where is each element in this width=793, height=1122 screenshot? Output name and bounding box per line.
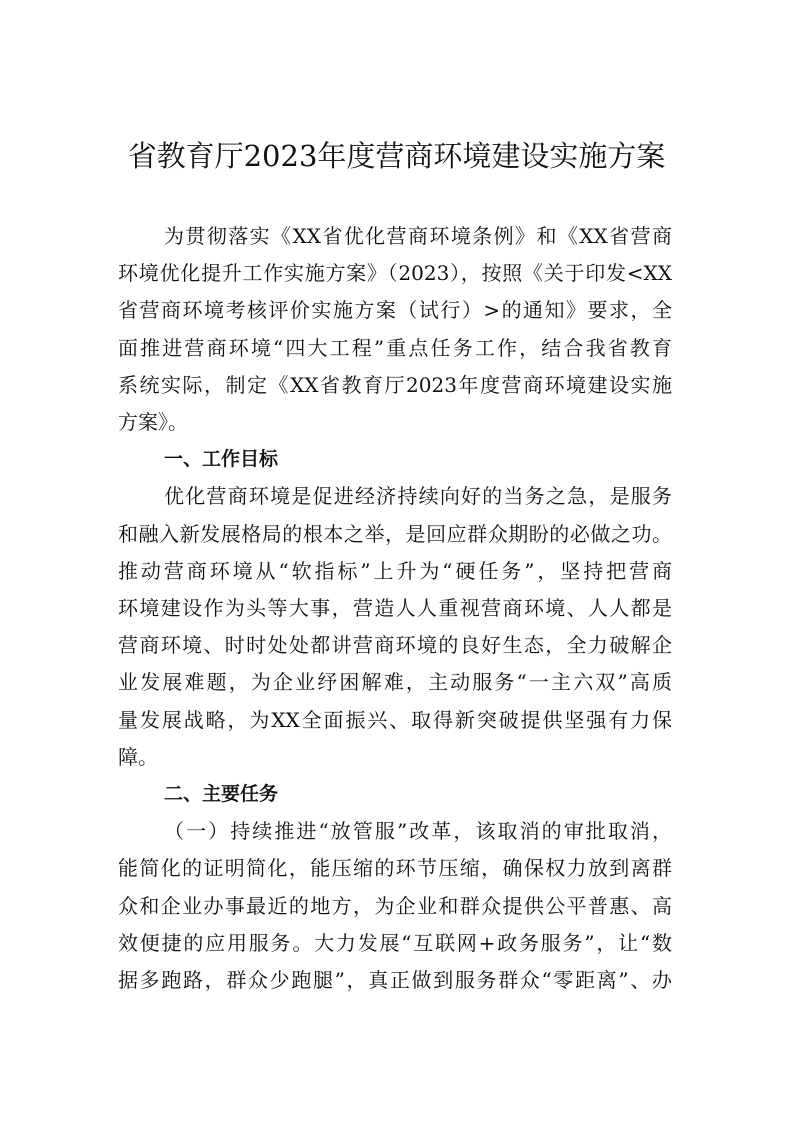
paragraph-line: 系统实际，制定《XX省教育厅2023年度营商环境建设实施 (118, 373, 672, 397)
paragraph-line: 营商环境、时时处处都讲营商环境的良好生态，全力破解企 (118, 633, 672, 657)
section-heading: 一、工作目标 (164, 448, 279, 470)
paragraph-line: 方案》。 (118, 410, 188, 434)
paragraph-line: 据多跑路，群众少跑腿”，真正做到服务群众“零距离”、办 (118, 968, 672, 992)
paragraph-line: 省营商环境考核评价实施方案（试行）>的通知》要求，全 (118, 298, 672, 322)
paragraph-line: 推动营商环境从“软指标”上升为“硬任务”，坚持把营商 (118, 559, 672, 583)
paragraph-line: （一）持续推进“放管服”改革，该取消的审批取消， (164, 819, 672, 843)
paragraph-line: 众和企业办事最近的地方，为企业和群众提供公平普惠、高 (118, 894, 672, 918)
paragraph-line: 和融入新发展格局的根本之举，是回应群众期盼的必做之功。 (118, 522, 672, 546)
paragraph-line: 能简化的证明简化，能压缩的环节压缩，确保权力放到离群 (118, 856, 672, 880)
paragraph-line: 量发展战略，为XX全面振兴、取得新突破提供坚强有力保 (118, 708, 672, 732)
paragraph-line: 为贯彻落实《XX省优化营商环境条例》和《XX省营商 (164, 224, 672, 248)
paragraph-line: 环境建设作为头等大事，营造人人重视营商环境、人人都是 (118, 596, 672, 620)
paragraph-line: 优化营商环境是促进经济持续向好的当务之急，是服务 (164, 484, 672, 508)
paragraph-line: 环境优化提升工作实施方案》（2023），按照《关于印发<XX (118, 261, 672, 285)
paragraph-line: 面推进营商环境“四大工程”重点任务工作，结合我省教育 (118, 336, 672, 360)
paragraph-line: 业发展难题，为企业纾困解难，主动服务“一主六双”高质 (118, 670, 672, 694)
paragraph-line: 效便捷的应用服务。大力发展“互联网+政务服务”，让“数 (118, 931, 672, 955)
section-heading: 二、主要任务 (164, 783, 279, 805)
paragraph-line: 障。 (118, 745, 158, 769)
document-title: 省教育厅2023年度营商环境建设实施方案 (127, 139, 666, 173)
